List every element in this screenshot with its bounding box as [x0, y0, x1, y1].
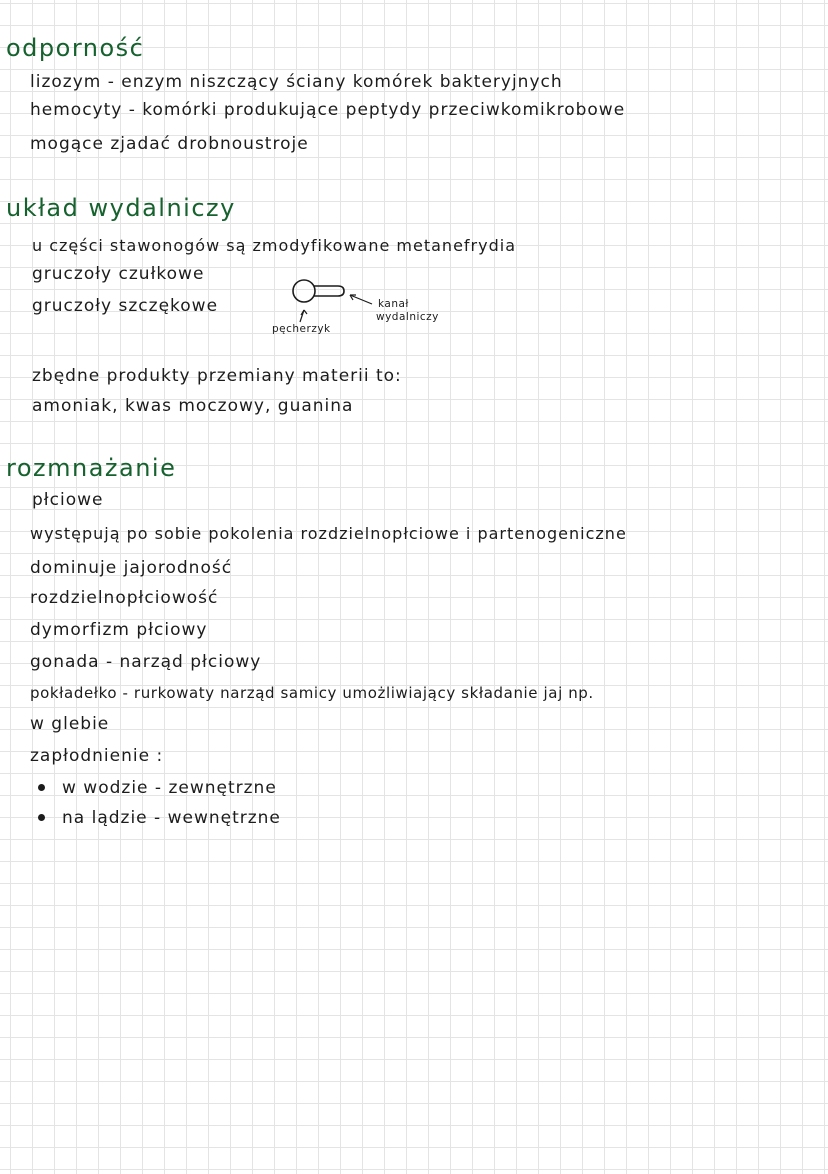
heading-reproduction: rozmnażanie [6, 454, 177, 482]
diagram-label-canal: kanał [378, 298, 409, 310]
note-line: gruczoły czułkowe [32, 264, 205, 284]
note-line: pokładełko - rurkowaty narząd samicy umożliwiający składanie jaj np. [30, 684, 594, 702]
bullet-dot [38, 784, 45, 791]
heading-immunity: odporność [6, 34, 145, 62]
note-line: w glebie [30, 714, 110, 734]
heading-excretory: układ wydalniczy [6, 194, 236, 222]
diagram-label-vesicle: pęcherzyk [272, 323, 331, 335]
note-line: dominuje jajorodność [30, 558, 233, 578]
vesicle-shape [293, 280, 315, 302]
canal-shape [314, 286, 344, 296]
arrow-head-vesicle [301, 310, 307, 315]
note-line: amoniak, kwas moczowy, guanina [32, 396, 354, 416]
note-line: występują po sobie pokolenia rozdzielnopłciowe i partenogeniczne [30, 524, 627, 543]
diagram-label-canal: wydalniczy [376, 311, 439, 323]
note-line: zapłodnienie : [30, 746, 164, 766]
note-line: dymorfizm płciowy [30, 620, 208, 640]
note-line: gonada - narząd płciowy [30, 652, 262, 672]
note-line: lizozym - enzym niszczący ściany komórek bakteryjnych [30, 72, 563, 92]
note-line: zbędne produkty przemiany materii to: [32, 366, 402, 386]
note-line: mogące zjadać drobnoustroje [30, 134, 309, 154]
bullet-item: w wodzie - zewnętrzne [62, 778, 277, 798]
note-line: hemocyty - komórki produkujące peptydy przeciwkomikrobowe [30, 100, 626, 120]
note-line: u części stawonogów są zmodyfikowane metanefrydia [32, 236, 516, 255]
note-line: gruczoły szczękowe [32, 296, 219, 316]
note-line: płciowe [32, 490, 104, 510]
bullet-dot [38, 814, 45, 821]
bullet-item: na lądzie - wewnętrzne [62, 808, 281, 828]
note-line: rozdzielnopłciowość [30, 588, 219, 608]
